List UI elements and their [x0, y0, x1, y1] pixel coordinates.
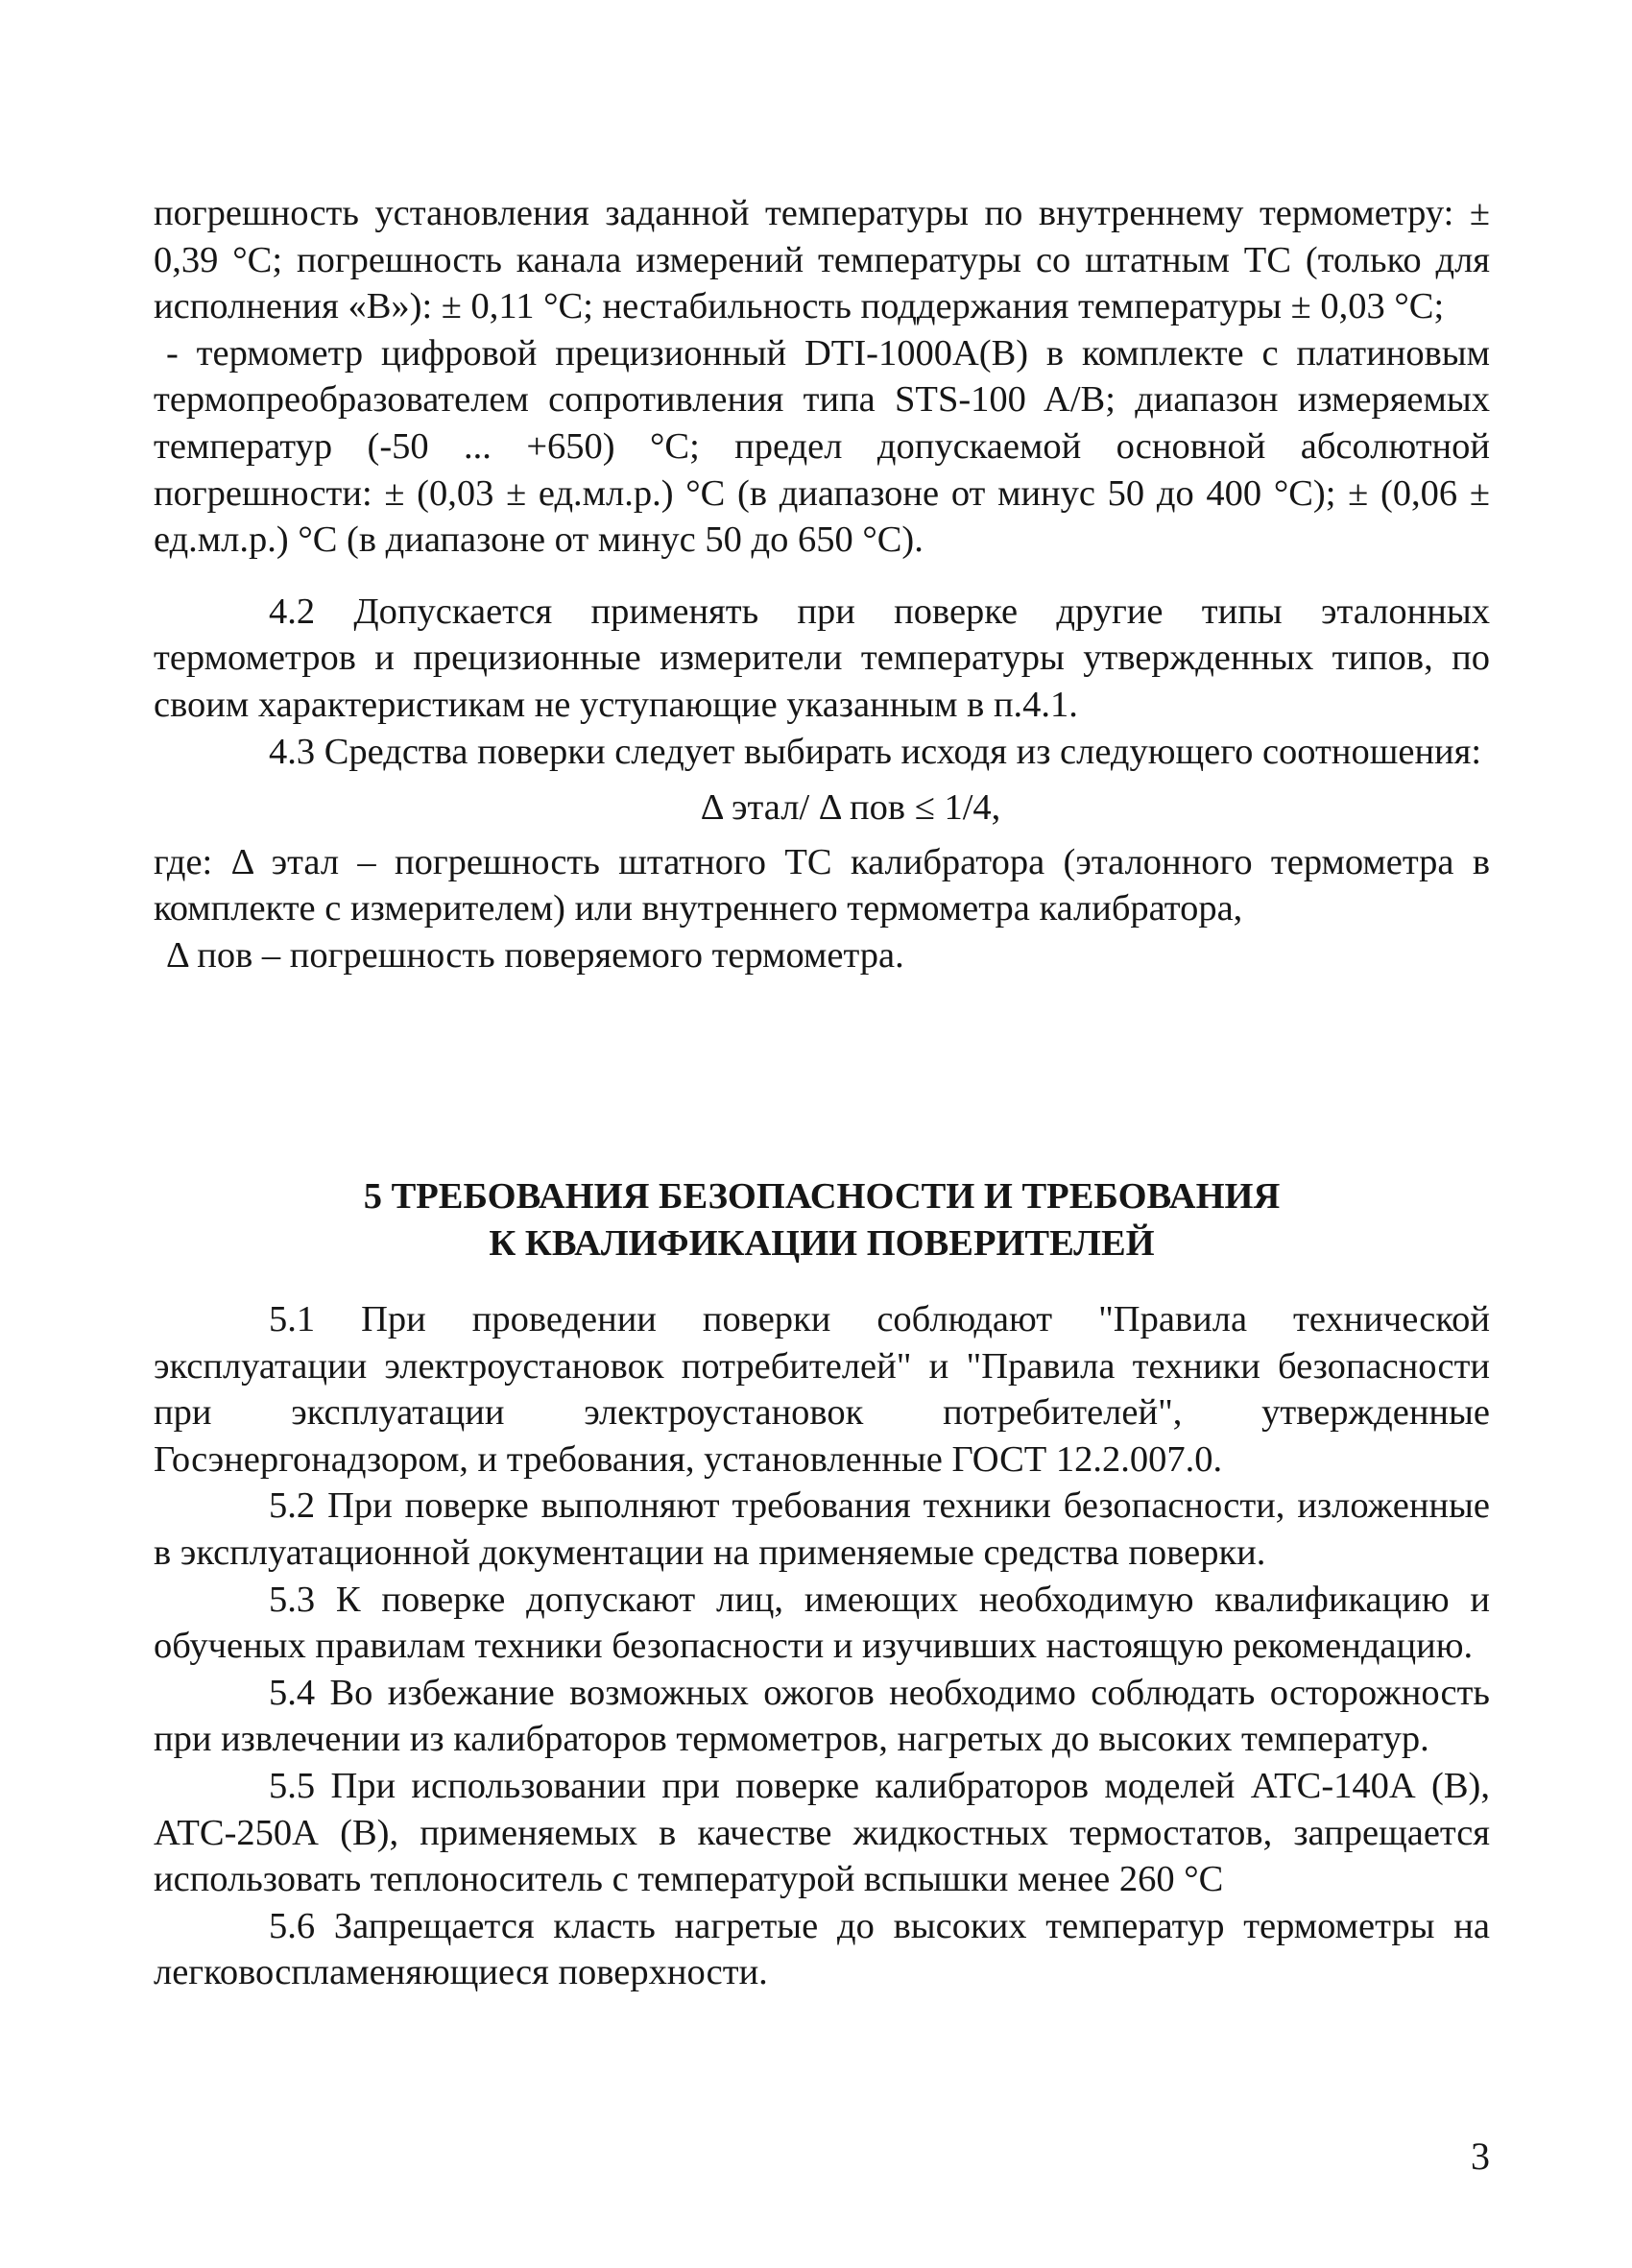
- paragraph-5-5: 5.5 При использовании при поверке калибраторов моделей АТС-140А (В), АТС-250А (В), применяемых в качестве жидкостных термостатов, запрещается использовать теплоноситель с температурой вспышки менее 260 °С: [154, 1765, 1490, 1900]
- page-number: 3: [1471, 2135, 1490, 2178]
- paragraph-4-2: 4.2 Допускается применять при поверке другие типы эталонных термометров и прецизионные измерители температуры утвержденных типов, по своим характеристикам не уступающие указанным в п.4.1.: [154, 591, 1490, 725]
- paragraph-5-1: 5.1 При проведении поверки соблюдают "Правила технической эксплуатации электроустановок потребителей" и "Правила техники безопасности при эксплуатации электроустановок потребителей", утвержденные Госэнергонадзором, и требования, установленные ГОСТ 12.2.007.0.: [154, 1299, 1490, 1480]
- document-body-top: [154, 190, 1490, 979]
- section-5-heading: [154, 1173, 1490, 1267]
- heading-line-2: К КВАЛИФИКАЦИИ ПОВЕРИТЕЛЕЙ: [489, 1223, 1155, 1264]
- paragraph-dti-thermometer: - термометр цифровой прецизионный DTI-1000A(B) в комплекте с платиновым термопреобразователем сопротивления типа STS-100 A/B; диапазон измеряемых температур (-50 ... +650) °С; предел допускаемой основной абсолютной погрешности: ± (0,03 ± ед.мл.р.) °С (в диапазоне от минус 50 до 400 °С); ± (0,06 ± ед.мл.р.) °С (в диапазоне от минус 50 до 650 °С).: [154, 332, 1490, 561]
- formula: Δ этал/ Δ пов ≤ 1/4,: [700, 787, 1001, 829]
- formula-where-delta-pov: Δ пов – погрешность поверяемого термометра.: [166, 934, 904, 976]
- paragraph-4-3: 4.3 Средства поверки следует выбирать исходя из следующего соотношения:: [269, 731, 1482, 772]
- paragraph-5-6: 5.6 Запрещается класть нагретые до высоких температур термометры на легковоспламеняющиеся поверхности.: [154, 1905, 1490, 1993]
- paragraph-5-2: 5.2 При поверке выполняют требования техники безопасности, изложенные в эксплуатационной документации на применяемые средства поверки.: [154, 1485, 1490, 1573]
- paragraph-5-3: 5.3 К поверке допускают лиц, имеющих необходимую квалификацию и обученых правилам техники безопасности и изучивших настоящую рекомендацию.: [154, 1579, 1490, 1667]
- paragraph-error-spec: погрешность установления заданной температуры по внутреннему термометру: ± 0,39 °С; погрешность канала измерений температуры со штатным ТС (только для исполнения «В»): ± 0,11 °С; нестабильность поддержания температуры ± 0,03 °С;: [154, 193, 1490, 327]
- formula-where: где: Δ этал – погрешность штатного ТС калибратора (эталонного термометра в комплекте с измерителем) или внутреннего термометра калибратора,: [154, 841, 1490, 929]
- heading-line-1: 5 ТРЕБОВАНИЯ БЕЗОПАСНОСТИ И ТРЕБОВАНИЯ: [363, 1176, 1281, 1217]
- section-5-body: [154, 1296, 1490, 1996]
- paragraph-5-4: 5.4 Во избежание возможных ожогов необходимо соблюдать осторожность при извлечении из калибраторов термометров, нагретых до высоких температур.: [154, 1672, 1490, 1760]
